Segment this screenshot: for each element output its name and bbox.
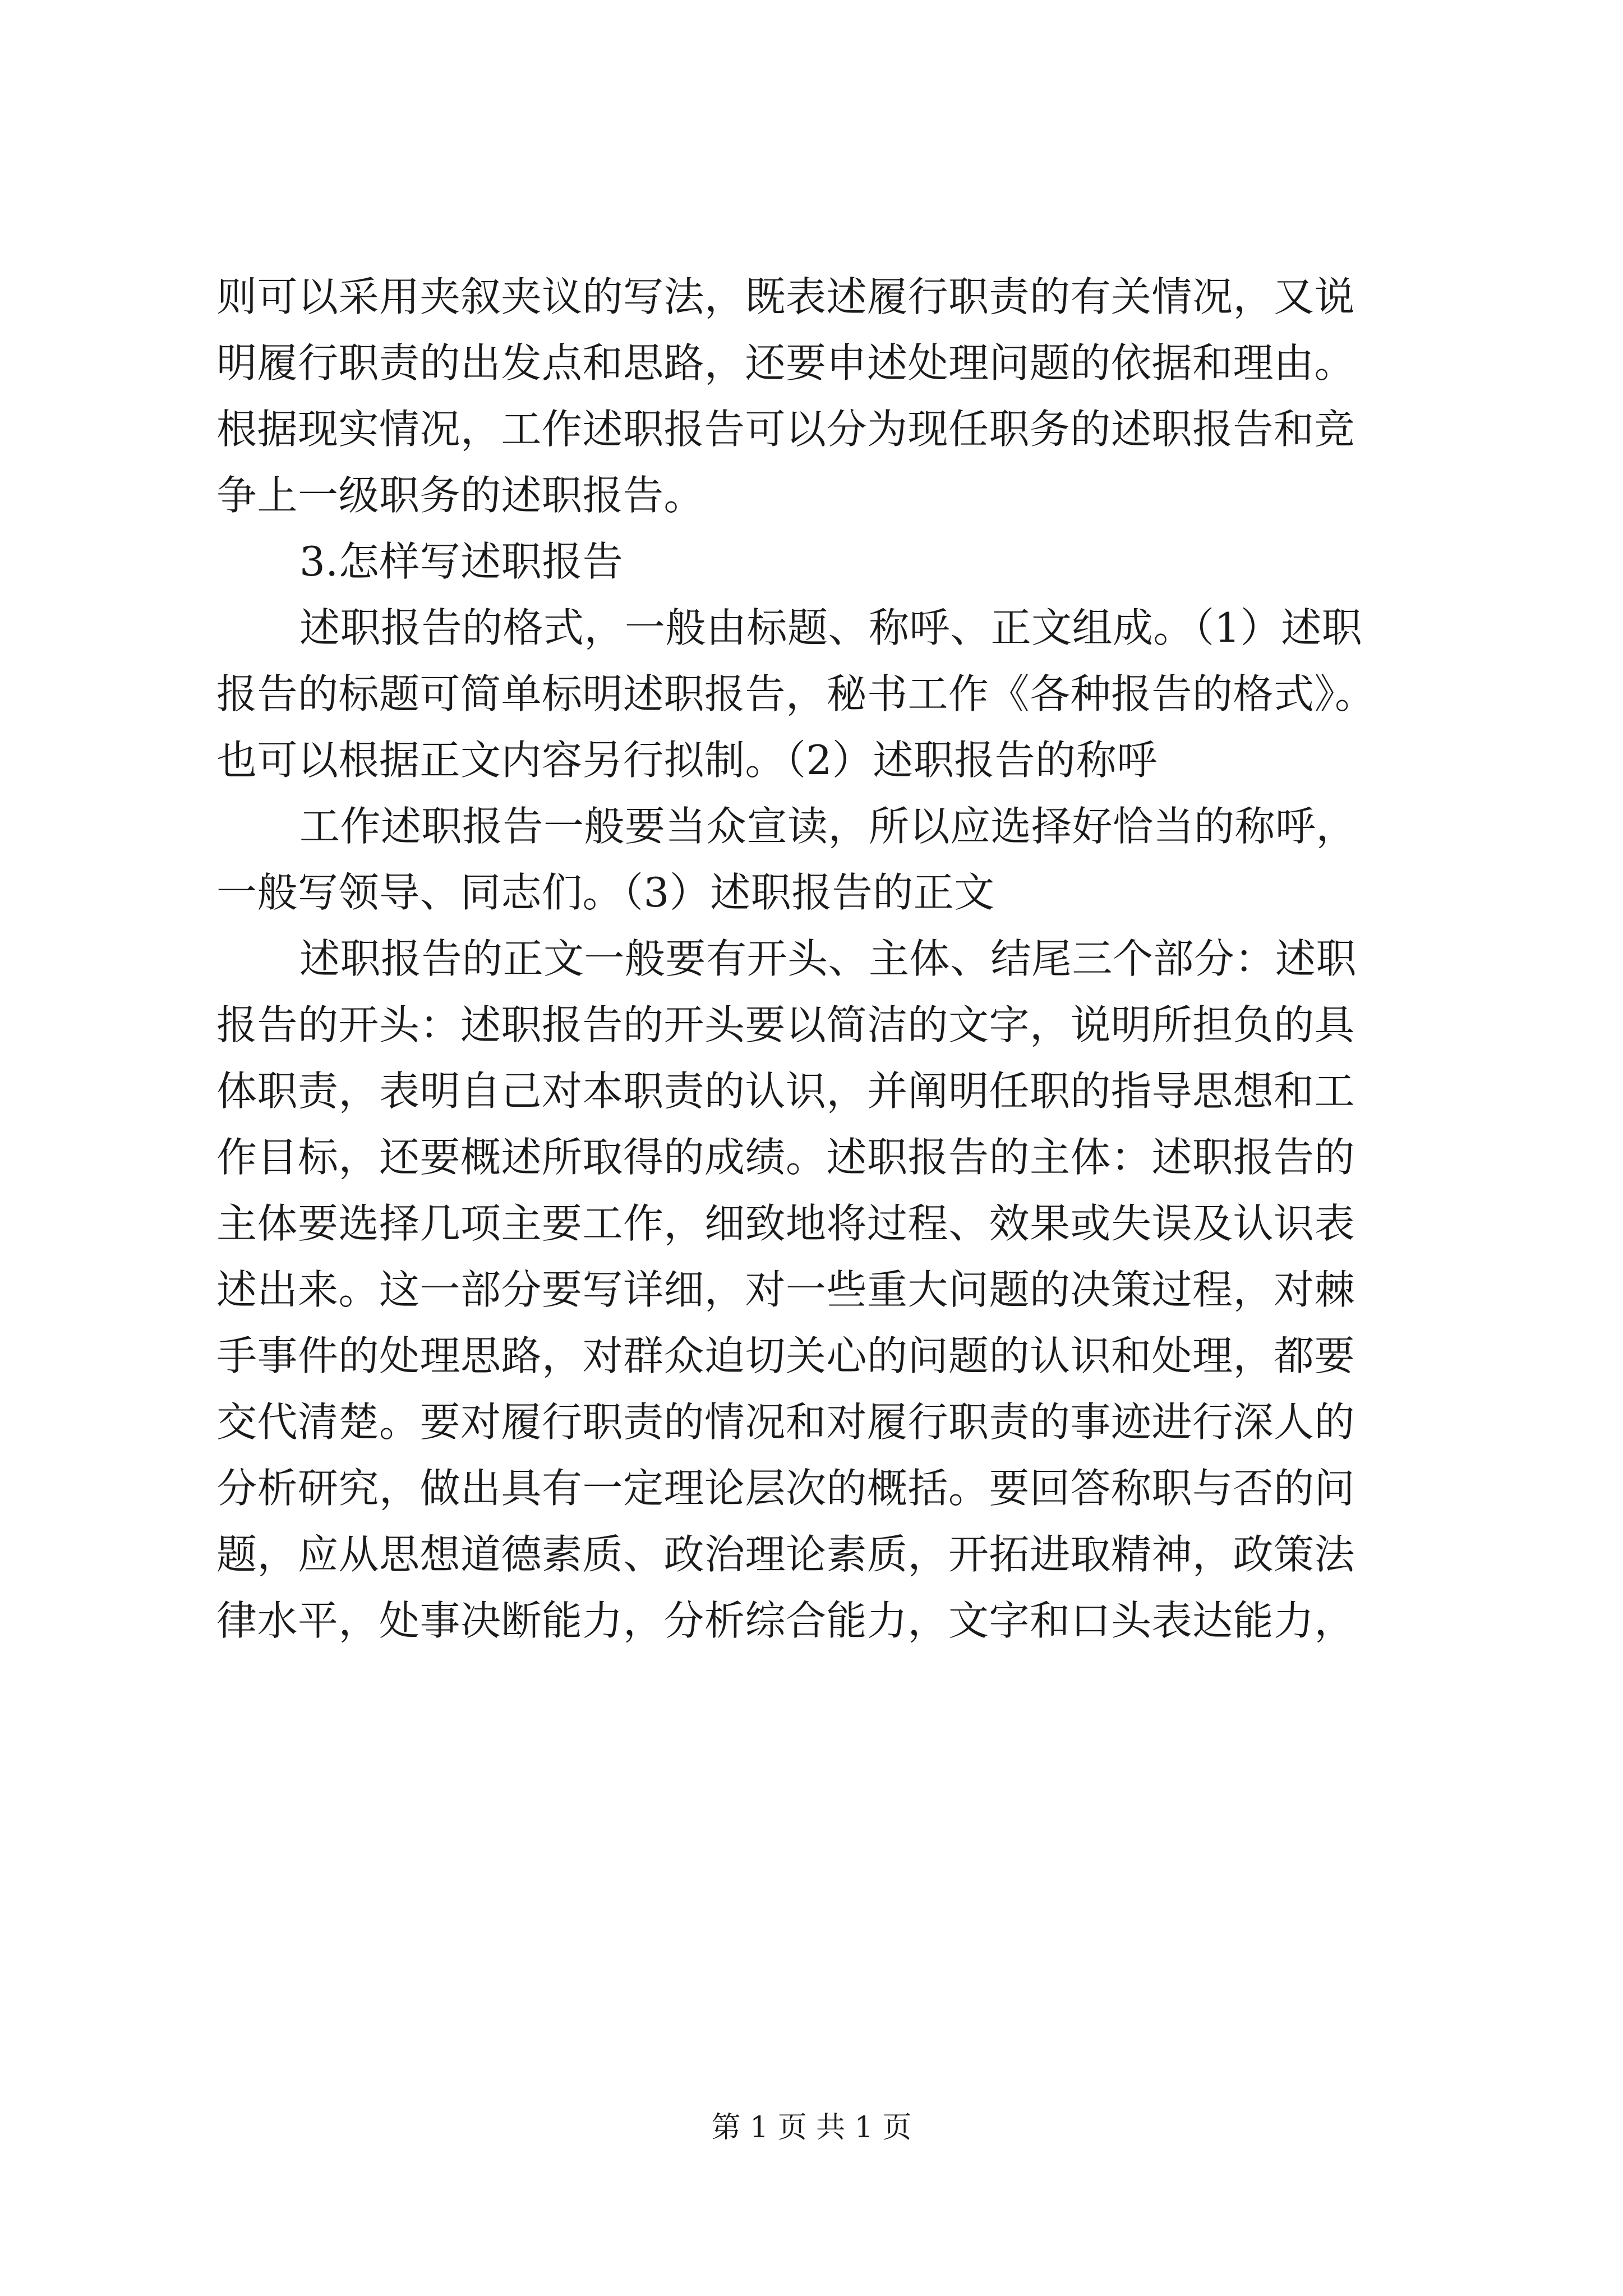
text-line: 也可以根据正文内容另行拟制。（2）述职报告的称呼 xyxy=(216,737,1158,784)
section-heading: 3.怎样写述职报告 xyxy=(299,538,624,585)
text-line: 报告的标题可简单标明述职报告，秘书工作《各种报告的格式》。 xyxy=(216,670,1376,717)
text-line: 律水平，处事决断能力，分析综合能力，文字和口头表达能力， xyxy=(216,1597,1355,1644)
document-body xyxy=(216,264,1422,1654)
text-line: 交代清楚。要对履行职责的情况和对履行职责的事迹进行深人的 xyxy=(216,1398,1355,1446)
text-line: 分析研究，做出具有一定理论层次的概括。要回答称职与否的问 xyxy=(216,1465,1355,1512)
text-line: 述出来。这一部分要写详细，对一些重大问题的决策过程，对棘 xyxy=(216,1266,1355,1313)
text-line: 述职报告的格式，一般由标题、称呼、正文组成。（1）述职 xyxy=(299,604,1363,651)
text-line: 手事件的处理思路，对群众迫切关心的问题的认识和处理，都要 xyxy=(216,1332,1355,1379)
text-line: 报告的开头：述职报告的开头要以简洁的文字，说明所担负的具 xyxy=(216,1001,1355,1048)
text-line: 主体要选择几项主要工作，细致地将过程、效果或失误及认识表 xyxy=(216,1200,1355,1247)
text-line: 述职报告的正文一般要有开头、主体、结尾三个部分：述职 xyxy=(299,935,1357,982)
text-line: 体职责，表明自己对本职责的认识，并阐明任职的指导思想和工 xyxy=(216,1068,1355,1115)
text-line: 作目标，还要概述所取得的成绩。述职报告的主体：述职报告的 xyxy=(216,1134,1355,1181)
text-line: 工作述职报告一般要当众宣读，所以应选择好恰当的称呼， xyxy=(299,803,1357,850)
text-line: 则可以采用夹叙夹议的写法，既表述履行职责的有关情况，又说 xyxy=(216,273,1355,320)
page-footer: 第 1 页 共 1 页 xyxy=(711,2111,912,2145)
text-line: 争上一级职务的述职报告。 xyxy=(216,472,705,519)
text-line: 一般写领导、同志们。（3）述职报告的正文 xyxy=(216,869,995,916)
text-line: 根据现实情况，工作述职报告可以分为现任职务的述职报告和竞 xyxy=(216,406,1355,453)
text-line: 题，应从思想道德素质、政治理论素质，开拓进取精神，政策法 xyxy=(216,1531,1355,1578)
text-line: 明履行职责的出发点和思路，还要申述处理问题的依据和理由。 xyxy=(216,339,1355,386)
